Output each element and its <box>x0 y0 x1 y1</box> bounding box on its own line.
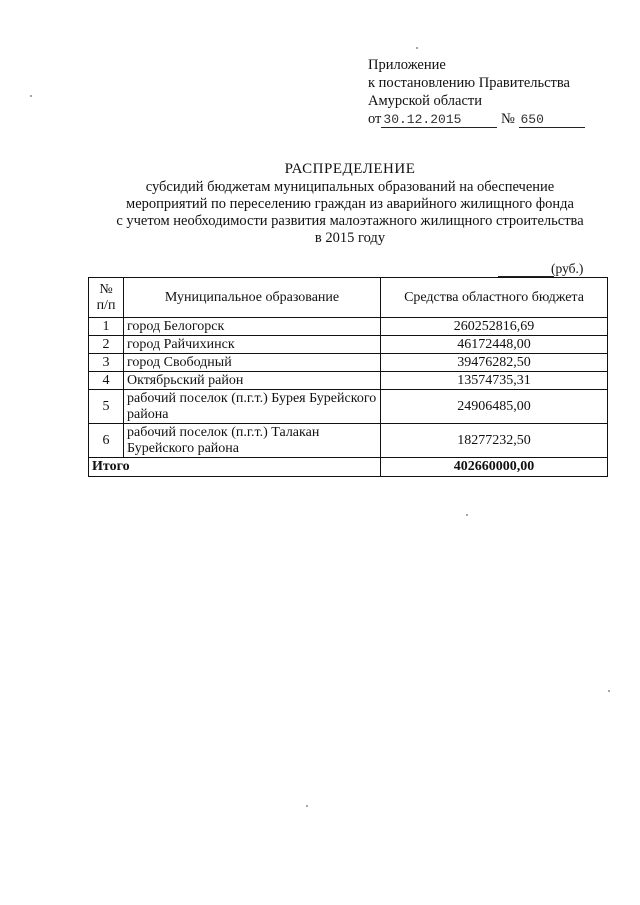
scan-speck <box>466 514 468 516</box>
appendix-line-3: Амурской области <box>368 93 482 109</box>
appendix-date-line <box>368 110 585 128</box>
appendix-line-2: к постановлению Правительства <box>368 75 570 91</box>
number-value: 650 <box>519 113 585 128</box>
date-value: 30.12.2015 <box>381 113 497 128</box>
document-title <box>60 161 640 247</box>
row-municipality: город Свободный <box>124 354 381 372</box>
row-municipality: Октябрьский район <box>124 372 381 390</box>
appendix-line-1: Приложение <box>368 57 446 73</box>
scan-speck <box>30 95 32 97</box>
scan-speck <box>306 805 308 807</box>
table-total-row <box>89 458 608 477</box>
table-row <box>89 372 608 390</box>
table-row <box>89 336 608 354</box>
table-header-row <box>89 278 608 318</box>
scan-speck <box>608 690 610 692</box>
row-number: 5 <box>89 390 124 424</box>
row-amount: 18277232,50 <box>381 424 608 458</box>
title-heading: РАСПРЕДЕЛЕНИЕ <box>284 161 416 177</box>
table-row <box>89 390 608 424</box>
row-amount: 46172448,00 <box>381 336 608 354</box>
row-amount: 39476282,50 <box>381 354 608 372</box>
row-number: 4 <box>89 372 124 390</box>
date-prefix: от <box>368 111 382 127</box>
total-label: Итого <box>89 458 381 477</box>
table-row <box>89 424 608 458</box>
number-prefix: № <box>501 111 515 127</box>
scan-speck <box>416 47 418 49</box>
row-amount: 13574735,31 <box>381 372 608 390</box>
table-row <box>89 354 608 372</box>
row-number: 2 <box>89 336 124 354</box>
row-number: 3 <box>89 354 124 372</box>
title-line-4: в 2015 году <box>314 230 386 246</box>
currency-unit: (руб.) <box>551 261 584 276</box>
header-municipality: Муниципальное образование <box>124 278 381 318</box>
row-municipality: рабочий поселок (п.г.т.) Талакан Бурейского района <box>124 424 381 458</box>
header-number: № п/п <box>89 278 124 318</box>
row-municipality: город Белогорск <box>124 318 381 336</box>
row-number: 1 <box>89 318 124 336</box>
row-municipality: город Райчихинск <box>124 336 381 354</box>
distribution-table <box>88 277 608 477</box>
title-line-3: с учетом необходимости развития малоэтажного жилищного строительства <box>116 213 584 229</box>
title-line-2: мероприятий по переселению граждан из аварийного жилищного фонда <box>126 196 574 212</box>
title-line-1: субсидий бюджетам муниципальных образований на обеспечение <box>145 179 555 195</box>
row-number: 6 <box>89 424 124 458</box>
table-row <box>89 318 608 336</box>
appendix-block <box>368 56 585 128</box>
row-municipality: рабочий поселок (п.г.т.) Бурея Бурейского района <box>124 390 381 424</box>
row-amount: 260252816,69 <box>381 318 608 336</box>
header-budget: Средства областного бюджета <box>381 278 608 318</box>
total-amount: 402660000,00 <box>381 458 608 477</box>
row-amount: 24906485,00 <box>381 390 608 424</box>
